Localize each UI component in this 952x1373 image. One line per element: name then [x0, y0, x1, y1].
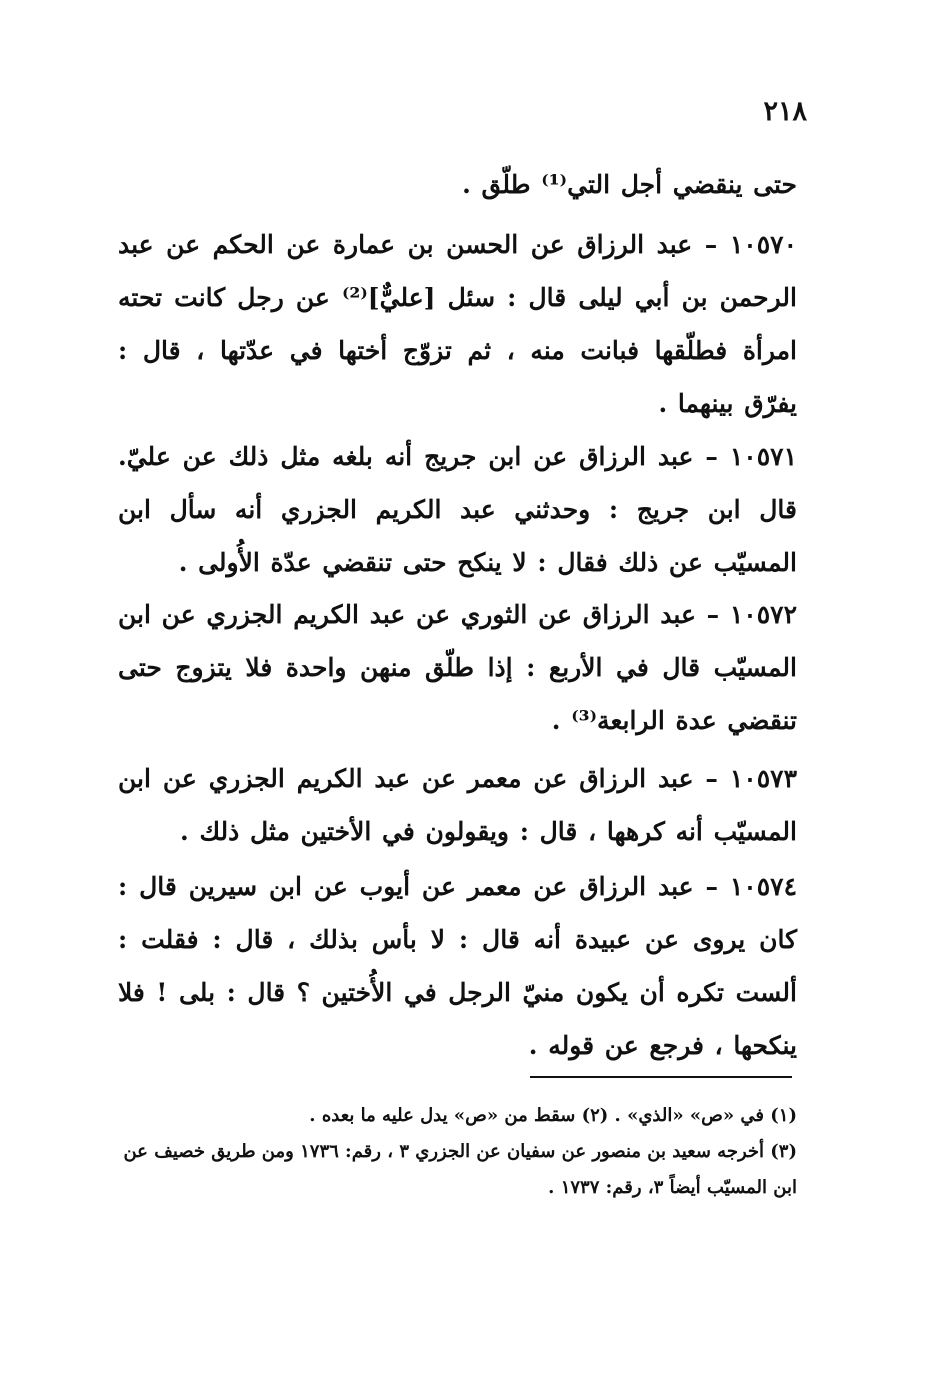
paragraph-text: ١٠٥٧٢ – عبد الرزاق عن الثوري عن عبد الكريم الجزري عن ابن المسيّب قال في الأربع : إذا طلّق منهن واحدة فلا يتزوج حتى تنقضي عدة الرابعة⁽³⁾ .	[118, 600, 797, 735]
paragraph-text: ١٠٥٧٤ – عبد الرزاق عن معمر عن أيوب عن ابن سيرين قال : كان يروى عن عبيدة أنه قال : لا بأس بذلك ، قال : فقلت : ألست تكره أن يكون منيّ الرجل في الأُختين ؟ قال : بلى ! فلا ينكحها ، فرجع عن قوله .	[118, 872, 797, 1060]
page-number: ٢١٨	[763, 96, 807, 127]
hadith-10572	[118, 588, 797, 747]
paragraph-text: حتى ينقضي أجل التي⁽¹⁾ طلّق .	[462, 170, 797, 199]
hadith-10570	[118, 218, 797, 430]
footnotes	[118, 1098, 797, 1206]
hadith-10573	[118, 752, 797, 858]
footnote-line: (٣) أخرجه سعيد بن منصور عن سفيان عن الجزري ٣ ، رقم: ١٧٣٦ ومن طريق خصيف عن ابن المسيّب أيضاً ٣، رقم: ١٧٣٧ .	[123, 1141, 797, 1198]
paragraph-text: ١٠٥٧١ – عبد الرزاق عن ابن جريج أنه بلغه مثل ذلك عن عليّ. قال ابن جريج : وحدثني عبد الكريم الجزري أنه سأل ابن المسيّب عن ذلك فقال : لا ينكح حتى تنقضي عدّة الأُولى .	[118, 442, 797, 577]
footnote-separator	[530, 1076, 792, 1078]
hadith-10571	[118, 430, 797, 589]
paragraph-text: ١٠٥٧٠ – عبد الرزاق عن الحسن بن عمارة عن الحكم عن عبد الرحمن بن أبي ليلى قال : سئل [عليٌّ]⁽²⁾ عن رجل كانت تحته امرأة فطلّقها فبانت منه ، ثم تزوّج أختها في عدّتها ، قال : يفرّق بينهما .	[118, 230, 797, 418]
paragraph-continuation	[118, 158, 797, 211]
footnote-line: (١) في «ص» «الذي» . (٢) سقط من «ص» يدل عليه ما بعده .	[309, 1105, 797, 1126]
hadith-10574	[118, 860, 797, 1072]
paragraph-text: ١٠٥٧٣ – عبد الرزاق عن معمر عن عبد الكريم الجزري عن ابن المسيّب أنه كرهها ، قال : ويقولون في الأختين مثل ذلك .	[118, 764, 797, 846]
